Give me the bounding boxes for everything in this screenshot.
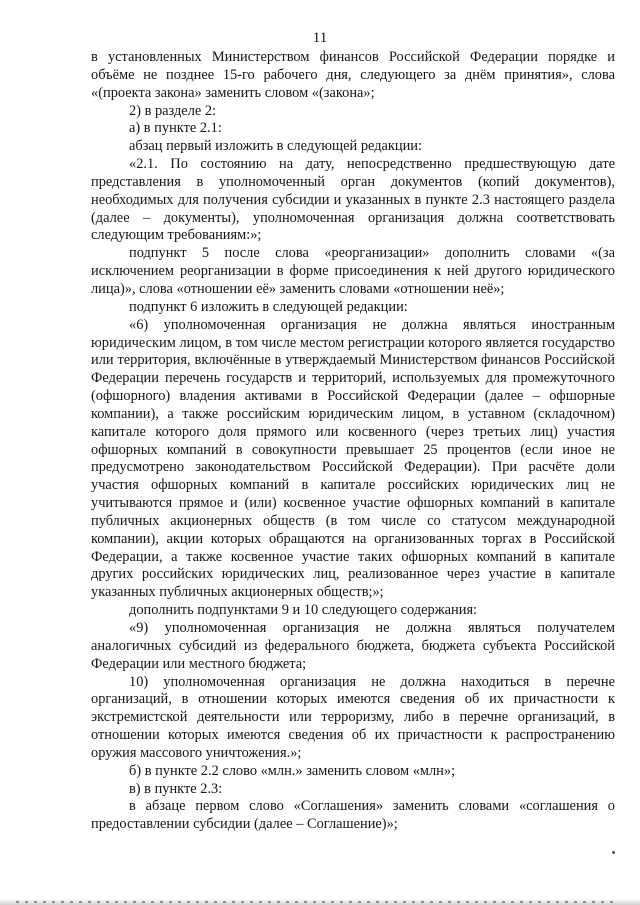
paragraph-subitem-10: 10) уполномоченная организация не должна находиться в перечне организаций, в отношении которых имеются сведения об их причастности к экстремистской деятельности или терроризму, либо в перечне организаций, в отношении которых имеются сведения об их причастности к распространению оружия массового уничтожения.»; [91, 673, 615, 761]
page-number: 11 [312, 30, 328, 46]
paragraph-section-2: 2) в разделе 2: [129, 102, 217, 119]
paragraph-add-9-10: дополнить подпунктами 9 и 10 следующего содержания: [129, 602, 478, 619]
paragraph-subitem-6-intro: подпункт 6 изложить в следующей редакции: [129, 298, 408, 315]
paragraph-item-2-3: в) в пункте 2.3: [129, 780, 223, 797]
paragraph-subitem-6-text: «6) уполномоченная организация не должна являться иностранным юридическим лицом, в том числе местом регистрации которого является государство или территория, включённые в утверждаемый Министерством финансов Российской Федерации перечень государств и территорий, используемых для промежуточного (офшорного) владения активами в Российской Федерации (далее – офшорные компании), а также российским юридическим лицом, в уставном (складочном) капитале которого доля прямого или косвенного (через третьих лиц) участия офшорных компаний в совокупности превышает 25 процентов (если иное не предусмотрено законодательством Российской Федерации). При расчёте доли участия офшорных компаний в капитале российских юридических лиц не учитываются прямое и (или) косвенное участие офшорных компаний в капитале публичных акционерных обществ (в том числе со статусом международной компании), акции которых обращаются на организованных торгах в Российской Федерации, а также косвенное участие таких офшорных компаний в капитале других российских юридических лиц, реализованное через участие в капитале указанных публичных акционерных обществ;»; [91, 316, 615, 601]
paragraph-item-2-1: а) в пункте 2.1: [129, 120, 222, 137]
paragraph-continuation: в установленных Министерством финансов Российской Федерации порядке и объёме не позднее 15-го рабочего дня, следующего за днём принятия», слова «(проекта закона» заменить словом «(закона»; [91, 49, 615, 101]
paragraph-subitem-9: «9) уполномоченная организация не должна являться получателем аналогичных субсидий из федерального бюджета, бюджета субъекта Российской Федерации или местного бюджета; [91, 620, 615, 672]
paragraph-item-2-2: б) в пункте 2.2 слово «млн.» заменить словом «млн»; [129, 762, 456, 779]
paragraph-quote-2-1: «2.1. По состоянию на дату, непосредственно предшествующую дате представления в уполномоченный орган документов (копий документов), необходимых для получения субсидии и указанных в пункте 2.3 настоящего раздела (далее – документы), уполномоченная организация должна соответствовать следующим требованиям:»; [91, 156, 615, 244]
paragraph-agreement: в абзаце первом слово «Соглашения» заменить словами «соглашения о предоставлении субсидии (далее – Соглашение)»; [91, 798, 615, 833]
document-body [91, 49, 615, 834]
paragraph-subitem-5: подпункт 5 после слова «реорганизации» дополнить словами «(за исключением реорганизации в форме присоединения к ней другого юридического лица)», слова «отношении её» заменить словами «отношении неё»; [91, 245, 615, 297]
scan-dot-mark [612, 851, 615, 854]
paragraph-first-abzac: абзац первый изложить в следующей редакции: [129, 138, 423, 155]
scan-bottom-dots [16, 901, 616, 903]
